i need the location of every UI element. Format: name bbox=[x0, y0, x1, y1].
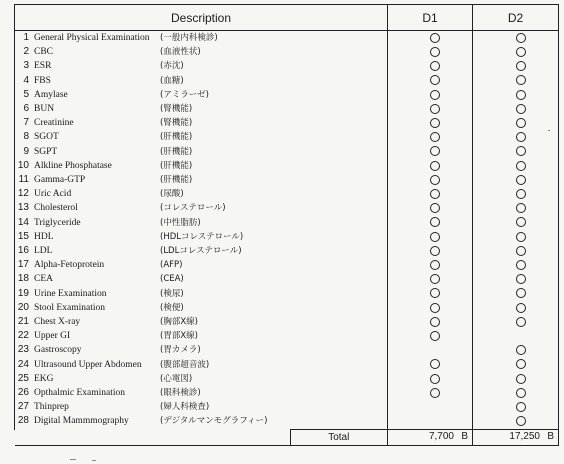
item-name-en: Ultrasound Upper Abdomen bbox=[34, 359, 142, 370]
item-name-jp: (デジタルマンモグラフィー) bbox=[160, 416, 268, 427]
d2-mark-cell bbox=[473, 301, 559, 315]
item-number: 16 bbox=[17, 245, 29, 257]
item-name-jp: (アミラーゼ) bbox=[160, 89, 209, 100]
d2-mark-cell bbox=[473, 173, 559, 187]
table-row bbox=[15, 116, 559, 130]
item-number: 13 bbox=[17, 202, 29, 214]
total-d2-amount: 17,250 bbox=[509, 430, 540, 442]
d2-mark-cell bbox=[473, 230, 559, 244]
included-circle-icon bbox=[516, 274, 526, 284]
item-number: 12 bbox=[17, 188, 29, 200]
d1-mark-cell bbox=[388, 201, 473, 215]
description-cell bbox=[15, 244, 388, 258]
d1-mark-cell bbox=[388, 358, 473, 372]
description-cell bbox=[15, 386, 388, 400]
item-name-jp: (腎機能) bbox=[160, 104, 193, 115]
table-row bbox=[15, 372, 559, 386]
included-circle-icon bbox=[516, 175, 526, 185]
d2-mark-cell bbox=[473, 102, 559, 116]
item-number: 23 bbox=[17, 344, 29, 356]
item-name-jp: (血糖) bbox=[160, 75, 184, 86]
included-circle-icon bbox=[516, 288, 526, 298]
d1-mark-cell bbox=[388, 258, 473, 272]
description-cell bbox=[15, 329, 388, 343]
item-name-jp: (コレステロール) bbox=[160, 203, 226, 214]
d1-mark-cell bbox=[388, 301, 473, 315]
included-circle-icon bbox=[430, 146, 440, 156]
item-number: 22 bbox=[17, 330, 29, 342]
item-name-jp: (血液性状) bbox=[160, 47, 201, 58]
d2-mark-cell bbox=[473, 74, 559, 88]
included-circle-icon bbox=[516, 303, 526, 313]
scan-speck bbox=[548, 130, 550, 131]
included-circle-icon bbox=[430, 303, 440, 313]
d1-mark-cell bbox=[388, 244, 473, 258]
d2-header: D2 bbox=[473, 5, 559, 31]
included-circle-icon bbox=[430, 161, 440, 171]
d1-mark-cell bbox=[388, 116, 473, 130]
table-row bbox=[15, 329, 559, 343]
d2-mark-cell bbox=[473, 329, 559, 343]
item-name-jp: (LDLコレステロール) bbox=[160, 246, 242, 257]
included-circle-icon bbox=[430, 246, 440, 256]
included-circle-icon bbox=[430, 359, 440, 369]
item-number: 9 bbox=[23, 145, 29, 157]
included-circle-icon bbox=[430, 75, 440, 85]
scan-speck bbox=[70, 459, 76, 460]
included-circle-icon bbox=[430, 118, 440, 128]
d2-mark-cell bbox=[473, 244, 559, 258]
included-circle-icon bbox=[430, 90, 440, 100]
d2-mark-cell bbox=[473, 201, 559, 215]
item-name-en: LDL bbox=[34, 246, 53, 257]
item-name-en: SGPT bbox=[34, 146, 58, 157]
table-row bbox=[15, 145, 559, 159]
included-circle-icon bbox=[430, 203, 440, 213]
item-number: 14 bbox=[17, 216, 29, 228]
description-cell bbox=[15, 102, 388, 116]
d1-mark-cell bbox=[388, 343, 473, 357]
included-circle-icon bbox=[516, 189, 526, 199]
item-name-jp: (中性脂肪) bbox=[160, 217, 201, 228]
item-name-en: General Physical Examination bbox=[34, 33, 150, 43]
item-name-en: ESR bbox=[34, 61, 52, 72]
table-row bbox=[15, 358, 559, 372]
description-cell bbox=[15, 59, 388, 73]
table-row bbox=[15, 45, 559, 59]
included-circle-icon bbox=[430, 217, 440, 227]
included-circle-icon bbox=[430, 175, 440, 185]
item-name-en: CEA bbox=[34, 274, 53, 285]
included-circle-icon bbox=[516, 317, 526, 327]
included-circle-icon bbox=[430, 132, 440, 142]
description-cell bbox=[15, 287, 388, 301]
table-row bbox=[15, 74, 559, 88]
item-number: 28 bbox=[17, 415, 29, 427]
d1-mark-cell bbox=[388, 315, 473, 329]
included-circle-icon bbox=[516, 75, 526, 85]
item-name-jp: (胸部X線) bbox=[160, 317, 198, 328]
item-number: 24 bbox=[17, 358, 29, 370]
d1-mark-cell bbox=[388, 386, 473, 400]
description-cell bbox=[15, 216, 388, 230]
included-circle-icon bbox=[430, 61, 440, 71]
description-cell bbox=[15, 88, 388, 102]
d1-mark-cell bbox=[388, 74, 473, 88]
included-circle-icon bbox=[516, 374, 526, 384]
item-name-jp: (検尿) bbox=[160, 288, 184, 299]
item-name-en: Uric Acid bbox=[34, 189, 72, 200]
included-circle-icon bbox=[516, 416, 526, 426]
item-name-en: HDL bbox=[34, 231, 54, 242]
d2-mark-cell bbox=[473, 159, 559, 173]
checkup-table bbox=[14, 4, 559, 446]
d2-mark-cell bbox=[473, 414, 559, 429]
table-row bbox=[15, 287, 559, 301]
included-circle-icon bbox=[430, 189, 440, 199]
d1-mark-cell bbox=[388, 187, 473, 201]
table-row bbox=[15, 244, 559, 258]
description-cell bbox=[15, 258, 388, 272]
table-row bbox=[15, 400, 559, 414]
d2-mark-cell bbox=[473, 31, 559, 46]
description-cell bbox=[15, 272, 388, 286]
d2-mark-cell bbox=[473, 386, 559, 400]
d1-mark-cell bbox=[388, 329, 473, 343]
included-circle-icon bbox=[516, 118, 526, 128]
description-cell bbox=[15, 130, 388, 144]
description-header: Description bbox=[15, 5, 388, 31]
description-cell bbox=[15, 145, 388, 159]
item-number: 7 bbox=[23, 117, 29, 129]
d1-mark-cell bbox=[388, 400, 473, 414]
total-row bbox=[15, 429, 559, 445]
included-circle-icon bbox=[516, 359, 526, 369]
description-cell bbox=[15, 315, 388, 329]
d2-mark-cell bbox=[473, 145, 559, 159]
included-circle-icon bbox=[516, 246, 526, 256]
included-circle-icon bbox=[516, 47, 526, 57]
total-d1-cell bbox=[388, 429, 473, 445]
item-name-en: Triglyceride bbox=[34, 217, 81, 228]
item-name-en: Thinprep bbox=[34, 402, 69, 413]
d2-mark-cell bbox=[473, 59, 559, 73]
d1-mark-cell bbox=[388, 45, 473, 59]
included-circle-icon bbox=[430, 331, 440, 341]
d1-mark-cell bbox=[388, 287, 473, 301]
item-name-jp: (HDLコレステロール) bbox=[160, 231, 244, 242]
item-name-en: Gastroscopy bbox=[34, 345, 82, 356]
table-row bbox=[15, 258, 559, 272]
total-d2-unit: B bbox=[547, 430, 554, 442]
d1-mark-cell bbox=[388, 145, 473, 159]
table-row bbox=[15, 88, 559, 102]
item-number: 5 bbox=[23, 88, 29, 100]
included-circle-icon bbox=[430, 260, 440, 270]
d1-mark-cell bbox=[388, 230, 473, 244]
table-row bbox=[15, 173, 559, 187]
table-row bbox=[15, 59, 559, 73]
item-name-jp: (赤沈) bbox=[160, 61, 184, 72]
item-number: 27 bbox=[17, 401, 29, 413]
item-name-en: Amylase bbox=[34, 89, 68, 100]
item-name-jp: (心電図) bbox=[160, 373, 193, 384]
d2-mark-cell bbox=[473, 272, 559, 286]
item-list bbox=[15, 31, 559, 430]
item-name-jp: (腹部超音波) bbox=[160, 359, 210, 370]
total-d1-unit: B bbox=[461, 430, 468, 442]
table-row bbox=[15, 187, 559, 201]
item-number: 1 bbox=[23, 32, 29, 43]
d2-mark-cell bbox=[473, 88, 559, 102]
item-name-en: Upper GI bbox=[34, 331, 71, 342]
item-number: 11 bbox=[18, 174, 29, 186]
item-name-jp: (検便) bbox=[160, 302, 184, 313]
item-name-jp: (胃部X線) bbox=[160, 331, 198, 342]
item-name-en: Stool Examination bbox=[34, 302, 105, 313]
item-name-jp: (肝機能) bbox=[160, 132, 193, 143]
item-name-en: FBS bbox=[34, 75, 51, 86]
table-row bbox=[15, 159, 559, 173]
description-cell bbox=[15, 116, 388, 130]
item-name-jp: (AFP) bbox=[160, 260, 183, 271]
d2-mark-cell bbox=[473, 400, 559, 414]
included-circle-icon bbox=[516, 260, 526, 270]
item-number: 26 bbox=[17, 387, 29, 399]
item-name-jp: (一般内科検診) bbox=[160, 33, 218, 43]
included-circle-icon bbox=[430, 232, 440, 242]
table-row bbox=[15, 31, 559, 46]
included-circle-icon bbox=[516, 161, 526, 171]
included-circle-icon bbox=[516, 146, 526, 156]
d1-mark-cell bbox=[388, 173, 473, 187]
d1-mark-cell bbox=[388, 88, 473, 102]
d2-mark-cell bbox=[473, 258, 559, 272]
description-cell bbox=[15, 414, 388, 429]
included-circle-icon bbox=[430, 317, 440, 327]
description-cell bbox=[15, 74, 388, 88]
included-circle-icon bbox=[516, 61, 526, 71]
table-header-row bbox=[15, 5, 559, 31]
item-name-en: BUN bbox=[34, 104, 55, 115]
item-number: 4 bbox=[23, 74, 29, 86]
table-row bbox=[15, 343, 559, 357]
description-cell bbox=[15, 45, 388, 59]
total-label: Total bbox=[290, 430, 388, 445]
description-cell bbox=[15, 31, 388, 46]
included-circle-icon bbox=[516, 203, 526, 213]
d1-mark-cell bbox=[388, 59, 473, 73]
d1-mark-cell bbox=[388, 414, 473, 429]
included-circle-icon bbox=[516, 104, 526, 114]
item-number: 6 bbox=[23, 103, 29, 115]
item-name-en: Opthalmic Examination bbox=[34, 388, 126, 399]
d1-mark-cell bbox=[388, 272, 473, 286]
d1-mark-cell bbox=[388, 130, 473, 144]
item-number: 17 bbox=[17, 259, 29, 271]
table-row bbox=[15, 272, 559, 286]
table-row bbox=[15, 201, 559, 215]
included-circle-icon bbox=[516, 232, 526, 242]
description-cell bbox=[15, 201, 388, 215]
item-name-jp: (肝機能) bbox=[160, 146, 193, 157]
total-d2-cell bbox=[473, 429, 559, 445]
description-cell bbox=[15, 187, 388, 201]
description-cell bbox=[15, 372, 388, 386]
included-circle-icon bbox=[516, 388, 526, 398]
item-name-en: Digital Mammmography bbox=[34, 416, 129, 427]
item-name-jp: (肝機能) bbox=[160, 175, 193, 186]
item-name-jp: (肝機能) bbox=[160, 160, 193, 171]
item-name-en: Urine Examination bbox=[34, 288, 107, 299]
included-circle-icon bbox=[430, 388, 440, 398]
d1-header: D1 bbox=[388, 5, 473, 31]
description-cell bbox=[15, 301, 388, 315]
description-cell bbox=[15, 173, 388, 187]
included-circle-icon bbox=[430, 33, 440, 43]
description-cell bbox=[15, 159, 388, 173]
item-name-en: Alkline Phosphatase bbox=[34, 160, 112, 171]
item-name-jp: (尿酸) bbox=[160, 189, 184, 200]
item-name-jp: (腎機能) bbox=[160, 118, 193, 129]
item-name-jp: (CEA) bbox=[160, 274, 184, 285]
total-d1-amount: 7,700 bbox=[428, 430, 454, 442]
item-number: 25 bbox=[17, 372, 29, 384]
included-circle-icon bbox=[516, 345, 526, 355]
included-circle-icon bbox=[430, 288, 440, 298]
d2-mark-cell bbox=[473, 343, 559, 357]
d2-mark-cell bbox=[473, 45, 559, 59]
table-row bbox=[15, 301, 559, 315]
included-circle-icon bbox=[430, 104, 440, 114]
included-circle-icon bbox=[516, 132, 526, 142]
d2-mark-cell bbox=[473, 116, 559, 130]
item-number: 20 bbox=[17, 301, 29, 313]
included-circle-icon bbox=[516, 217, 526, 227]
d2-mark-cell bbox=[473, 372, 559, 386]
item-name-en: Cholesterol bbox=[34, 203, 78, 214]
item-number: 15 bbox=[17, 230, 29, 242]
item-name-en: Creatinine bbox=[34, 118, 74, 129]
item-name-en: Gamma-GTP bbox=[34, 175, 86, 186]
d1-mark-cell bbox=[388, 216, 473, 230]
item-name-en: CBC bbox=[34, 47, 54, 58]
item-number: 3 bbox=[23, 60, 29, 72]
table-row bbox=[15, 216, 559, 230]
d2-mark-cell bbox=[473, 130, 559, 144]
scan-speck bbox=[92, 460, 96, 461]
total-row-left bbox=[15, 429, 388, 445]
table-row bbox=[15, 230, 559, 244]
table-row bbox=[15, 102, 559, 116]
d1-mark-cell bbox=[388, 159, 473, 173]
d1-mark-cell bbox=[388, 102, 473, 116]
d2-mark-cell bbox=[473, 216, 559, 230]
included-circle-icon bbox=[516, 402, 526, 412]
table-row bbox=[15, 315, 559, 329]
item-name-en: Alpha-Fetoprotein bbox=[34, 260, 105, 271]
item-number: 21 bbox=[17, 316, 29, 328]
table-row bbox=[15, 414, 559, 429]
description-cell bbox=[15, 358, 388, 372]
description-cell bbox=[15, 343, 388, 357]
item-number: 18 bbox=[17, 273, 29, 285]
item-name-en: EKG bbox=[34, 373, 54, 384]
d1-mark-cell bbox=[388, 372, 473, 386]
item-name-jp: (眼科検診) bbox=[160, 388, 201, 399]
included-circle-icon bbox=[430, 274, 440, 284]
item-name-en: SGOT bbox=[34, 132, 59, 143]
table-row bbox=[15, 130, 559, 144]
table-row bbox=[15, 386, 559, 400]
item-name-en: Chest X-ray bbox=[34, 317, 81, 328]
description-cell bbox=[15, 400, 388, 414]
d1-mark-cell bbox=[388, 31, 473, 46]
included-circle-icon bbox=[516, 90, 526, 100]
item-number: 8 bbox=[23, 131, 29, 143]
item-number: 2 bbox=[23, 46, 29, 58]
item-number: 10 bbox=[17, 159, 29, 171]
item-name-jp: (婦人科検査) bbox=[160, 402, 210, 413]
d2-mark-cell bbox=[473, 287, 559, 301]
included-circle-icon bbox=[516, 33, 526, 43]
d2-mark-cell bbox=[473, 315, 559, 329]
item-number: 19 bbox=[17, 287, 29, 299]
included-circle-icon bbox=[430, 47, 440, 57]
included-circle-icon bbox=[430, 374, 440, 384]
description-cell bbox=[15, 230, 388, 244]
item-name-jp: (胃カメラ) bbox=[160, 345, 201, 356]
d2-mark-cell bbox=[473, 187, 559, 201]
d2-mark-cell bbox=[473, 358, 559, 372]
